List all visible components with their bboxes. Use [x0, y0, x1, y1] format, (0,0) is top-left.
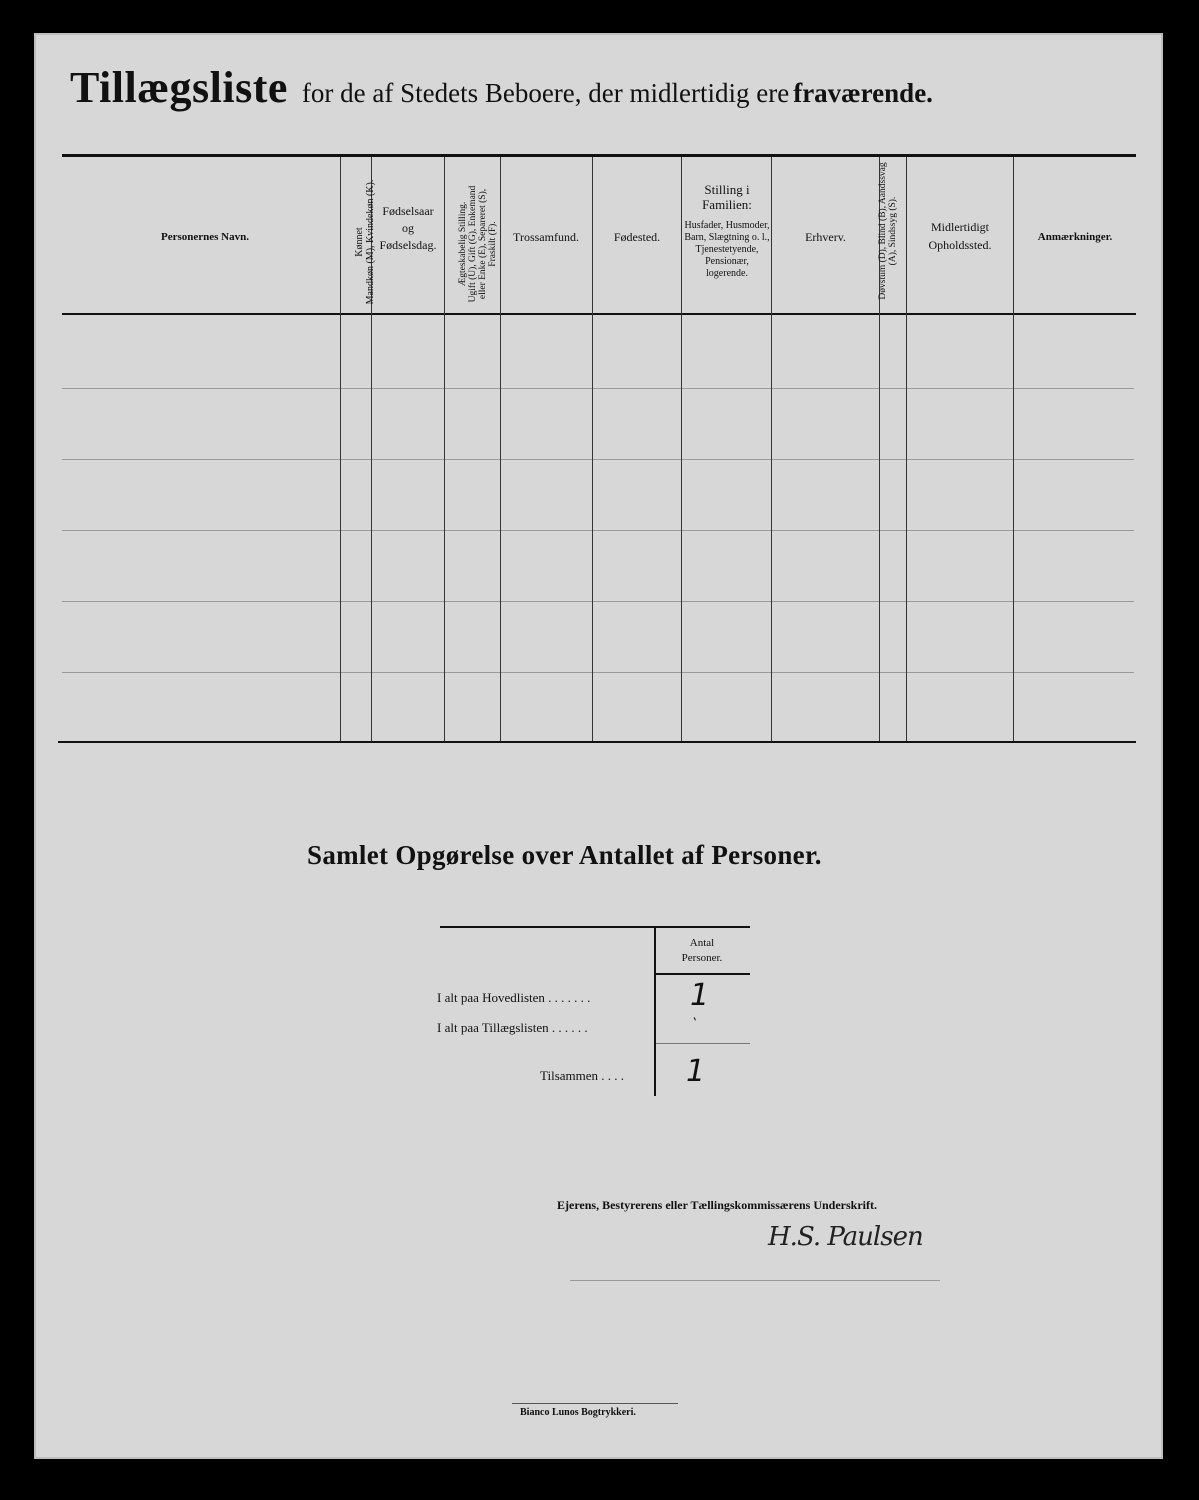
header-residence: Midlertidigt Opholdssted. [928, 220, 992, 252]
summary-title: Samlet Opgørelse over Antallet af Personer. [307, 840, 822, 870]
summary-sum-rule [656, 1043, 750, 1044]
summary-label-main: I alt paa Hovedlisten . . . . . . . [437, 990, 591, 1005]
column-divider [1013, 157, 1014, 741]
summary-label-total: Tilsammen . . . . [540, 1068, 625, 1083]
title-bold-end: fraværende. [793, 78, 933, 108]
form-title [70, 62, 933, 113]
signature-label: Ejerens, Bestyrerens eller Tællingskommissærens Underskrift. [557, 1198, 877, 1212]
summary-divider [654, 928, 656, 1096]
column-divider [340, 157, 341, 741]
header-occupation: Erhverv. [805, 230, 846, 244]
header-marital: Ægteskabelig Stilling. Ugift (U), Gift (G), Enkemand eller Enke (E), Separeret (S), Fraskilt (F). [458, 185, 498, 303]
title-rest: for de af Stedets Beboere, der midlertidig ere [301, 78, 790, 108]
signature: H.S. Paulsen [768, 1222, 923, 1252]
table-header-rule [62, 313, 1136, 315]
column-divider [681, 157, 682, 741]
summary-top-rule [440, 926, 750, 928]
table-row-line [62, 388, 1134, 389]
table-row-line [62, 459, 1134, 460]
summary-header-rule [656, 973, 750, 975]
table-row-line [62, 530, 1134, 531]
column-divider [771, 157, 772, 741]
table-bottom-rule [58, 741, 1136, 743]
header-name: Personernes Navn. [161, 231, 249, 243]
printer-rule [512, 1403, 678, 1404]
table-row-line [62, 672, 1134, 673]
signature-line [570, 1280, 940, 1281]
summary-value-main: 1 [690, 978, 710, 1013]
column-divider [444, 157, 445, 741]
table-top-rule [62, 154, 1136, 157]
header-gender: Kønnet Mandkøn (M), Kvindekøn (K). [354, 179, 376, 305]
header-birthplace: Fødested. [613, 230, 661, 244]
summary-value-total: 1 [686, 1054, 706, 1089]
summary-label-supplement: I alt paa Tillægslisten . . . . . . [437, 1020, 588, 1035]
summary-value-supplement: ‵ [692, 1014, 696, 1033]
printer-imprint: Bianco Lunos Bogtrykkeri. [520, 1407, 636, 1418]
summary-col-header: Antal Personer. [681, 937, 723, 965]
table-row-line [62, 601, 1134, 602]
title-main: Tillægsliste [70, 63, 288, 112]
header-disability: Døvstum (D), Blind (B), Aandssvag (A), Sindssyg (S). [878, 162, 898, 300]
column-divider [906, 157, 907, 741]
header-birth: Fødselsaar og Fødselsdag. [379, 204, 437, 252]
column-divider [592, 157, 593, 741]
header-family-title: Stilling i Familien: [702, 182, 752, 212]
header-remarks: Anmærkninger. [1037, 231, 1113, 243]
header-family-sub: Husfader, Husmoder, Barn, Slægtning o. l., Tjenestetyende, Pensionær, logerende. [684, 220, 770, 279]
header-religion: Trossamfund. [513, 230, 579, 244]
